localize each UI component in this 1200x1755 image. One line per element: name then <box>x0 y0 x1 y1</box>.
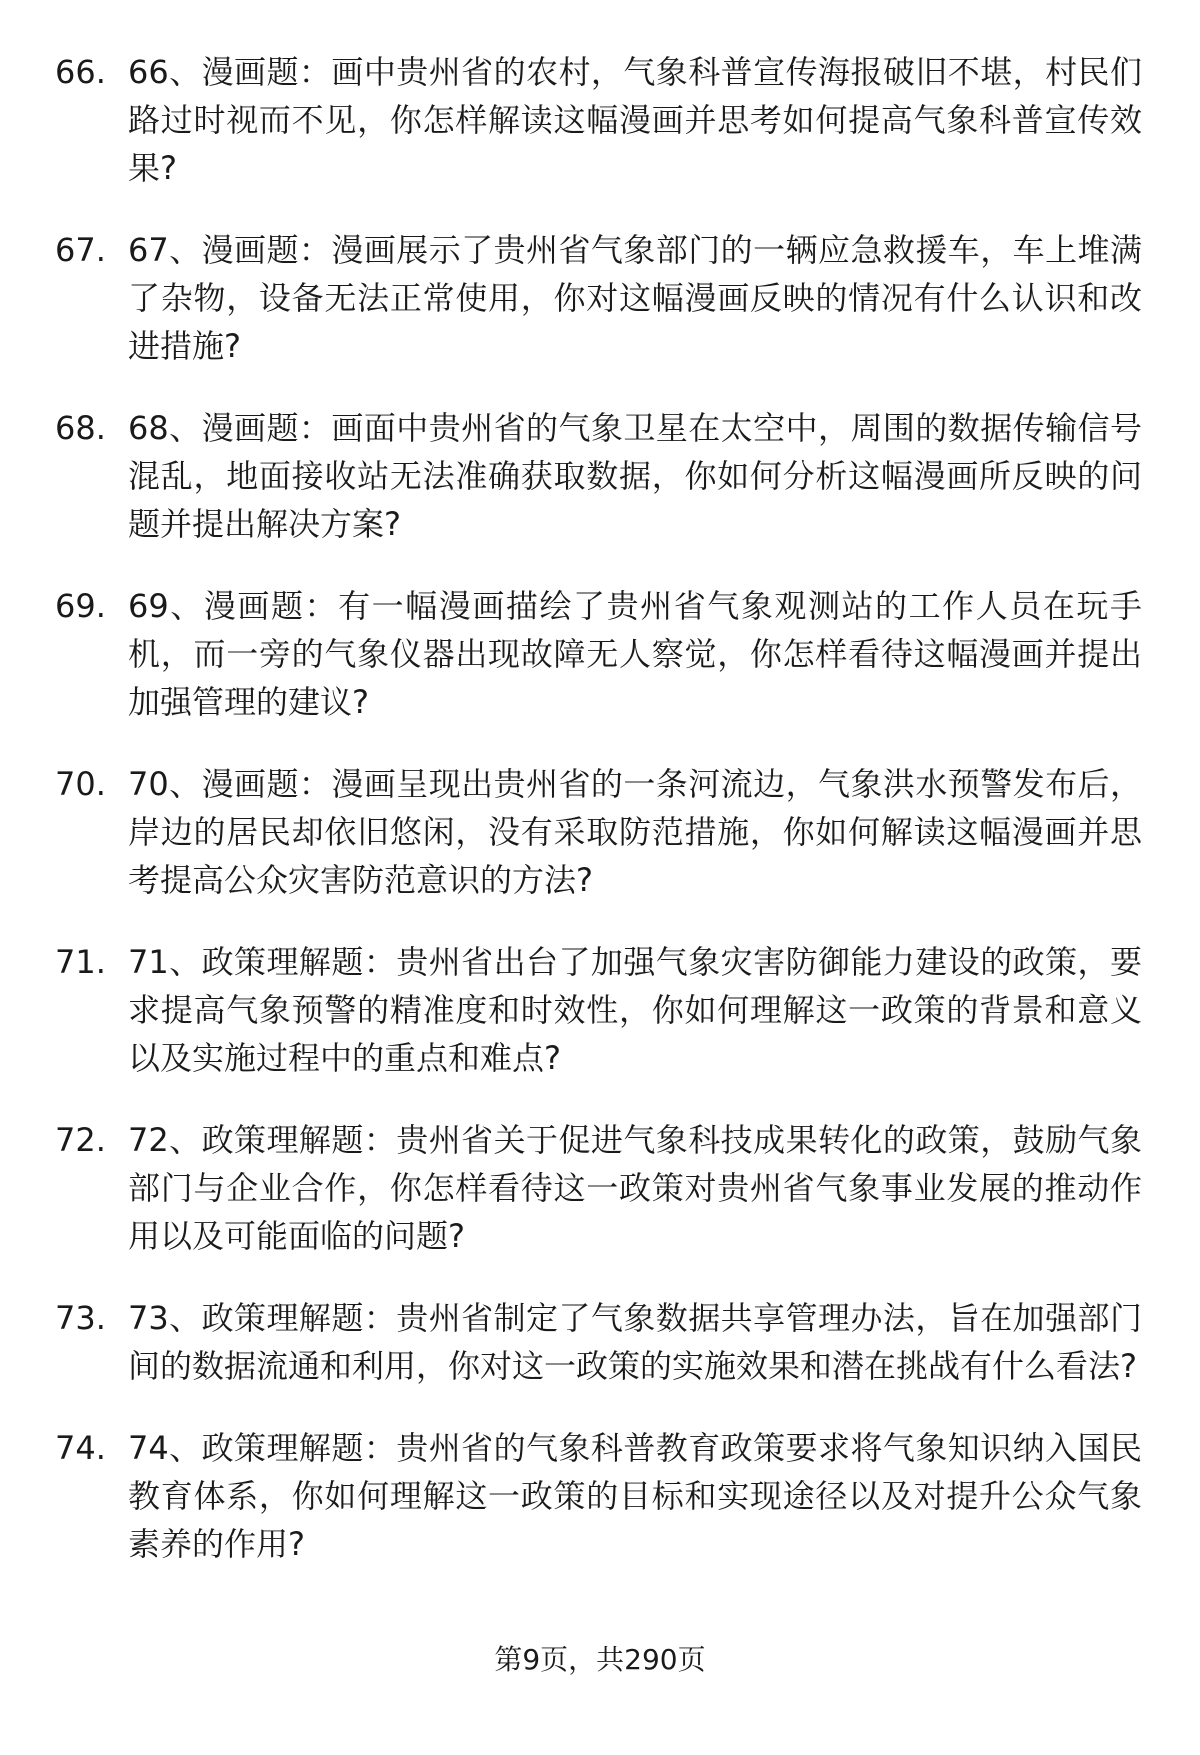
question-item <box>0 1294 1200 1390</box>
question-text: 71、政策理解题：贵州省出台了加强气象灾害防御能力建设的政策，要求提高气象预警的精准度和时效性，你如何理解这一政策的背景和意义以及实施过程中的重点和难点? <box>128 943 1142 1077</box>
question-number: 73. <box>55 1299 106 1337</box>
question-item <box>0 582 1200 726</box>
question-item <box>0 226 1200 370</box>
question-text: 73、政策理解题：贵州省制定了气象数据共享管理办法，旨在加强部门间的数据流通和利用，你对这一政策的实施效果和潜在挑战有什么看法? <box>128 1299 1142 1385</box>
question-text: 66、漫画题：画中贵州省的农村，气象科普宣传海报破旧不堪，村民们路过时视而不见，你怎样解读这幅漫画并思考如何提高气象科普宣传效果? <box>128 53 1142 187</box>
question-number: 68. <box>55 409 106 447</box>
question-item <box>0 48 1200 192</box>
question-item <box>0 938 1200 1082</box>
question-number: 66. <box>55 53 106 91</box>
question-item <box>0 1116 1200 1260</box>
question-number: 67. <box>55 231 106 269</box>
page-footer: 第9页，共290页 <box>494 1643 706 1676</box>
question-item <box>0 1424 1200 1568</box>
question-list <box>0 48 1200 1602</box>
question-item <box>0 760 1200 904</box>
question-number: 74. <box>55 1429 106 1467</box>
question-item <box>0 404 1200 548</box>
question-number: 72. <box>55 1121 106 1159</box>
question-text: 74、政策理解题：贵州省的气象科普教育政策要求将气象知识纳入国民教育体系，你如何理解这一政策的目标和实现途径以及对提升公众气象素养的作用? <box>128 1429 1142 1563</box>
question-text: 72、政策理解题：贵州省关于促进气象科技成果转化的政策，鼓励气象部门与企业合作，你怎样看待这一政策对贵州省气象事业发展的推动作用以及可能面临的问题? <box>128 1121 1142 1255</box>
question-text: 69、漫画题：有一幅漫画描绘了贵州省气象观测站的工作人员在玩手机，而一旁的气象仪器出现故障无人察觉，你怎样看待这幅漫画并提出加强管理的建议? <box>128 587 1142 721</box>
question-text: 68、漫画题：画面中贵州省的气象卫星在太空中，周围的数据传输信号混乱，地面接收站无法准确获取数据，你如何分析这幅漫画所反映的问题并提出解决方案? <box>128 409 1142 543</box>
question-number: 70. <box>55 765 106 803</box>
question-text: 67、漫画题：漫画展示了贵州省气象部门的一辆应急救援车，车上堆满了杂物，设备无法正常使用，你对这幅漫画反映的情况有什么认识和改进措施? <box>128 231 1142 365</box>
question-number: 71. <box>55 943 106 981</box>
question-text: 70、漫画题：漫画呈现出贵州省的一条河流边，气象洪水预警发布后，岸边的居民却依旧悠闲，没有采取防范措施，你如何解读这幅漫画并思考提高公众灾害防范意识的方法? <box>128 765 1142 899</box>
question-number: 69. <box>55 587 106 625</box>
